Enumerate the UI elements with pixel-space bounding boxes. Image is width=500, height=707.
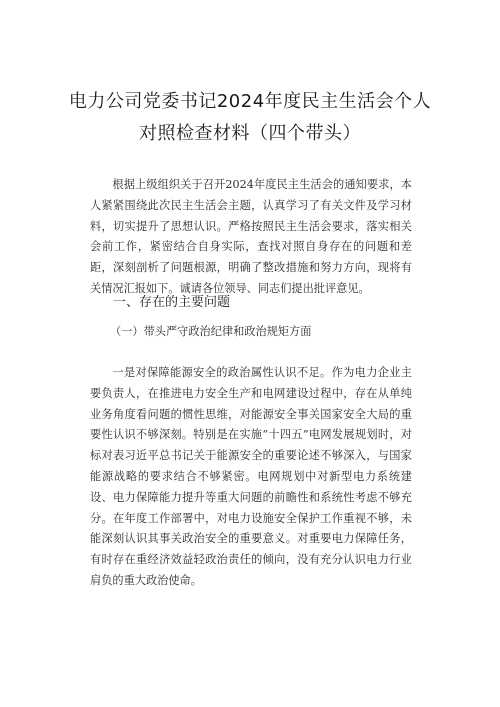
section-heading: 一、存在的主要问题 bbox=[113, 295, 231, 310]
intro-paragraph: 根据上级组织关于召开2024年度民主生活会的通知要求，本人紧紧围绕此次民主生活会主题，认真学习了有关文件及学习材料，切实提升了思想认识。严格按照民主生活会要求，落实相关会前工作，紧密结合自身实际，查找对照自身存在的问题和差距，深刻剖析了问题根源，明确了整改措施和努力方向，现将有关情况汇报如下。诚请各位领导、同志们提出批评意见。 bbox=[90, 178, 412, 295]
body-paragraph: 一是对保障能源安全的政治属性认识不足。作为电力企业主要负责人，在推进电力安全生产和电网建设过程中，存在从单纯业务角度看问题的惯性思维，对能源安全事关国家安全大局的重要性认识不够深刻。特别是在实施“十四五”电网发展规划时，对标对表习近平总书记关于能源安全的重要论述不够深入，与国家能源战略的要求结合不够紧密。电网规划中对新型电力系统建设、电力保障能力提升等重大问题的前瞻性和系统性考虑不够充分。在年度工作部署中，对电力设施安全保护工作重视不够，未能深刻认识其事关政治安全的重要意义。对重要电力保障任务，有时存在重经济效益轻政治责任的倾向，没有充分认识电力行业肩负的重大政治使命。 bbox=[90, 366, 412, 587]
document-title-line2: 对照检查材料（四个带头） bbox=[139, 123, 361, 144]
subsection-heading: （一）带头严守政治纪律和政治规矩方面 bbox=[110, 325, 312, 338]
document-title-line1: 电力公司党委书记2024年度民主生活会个人 bbox=[68, 91, 432, 112]
